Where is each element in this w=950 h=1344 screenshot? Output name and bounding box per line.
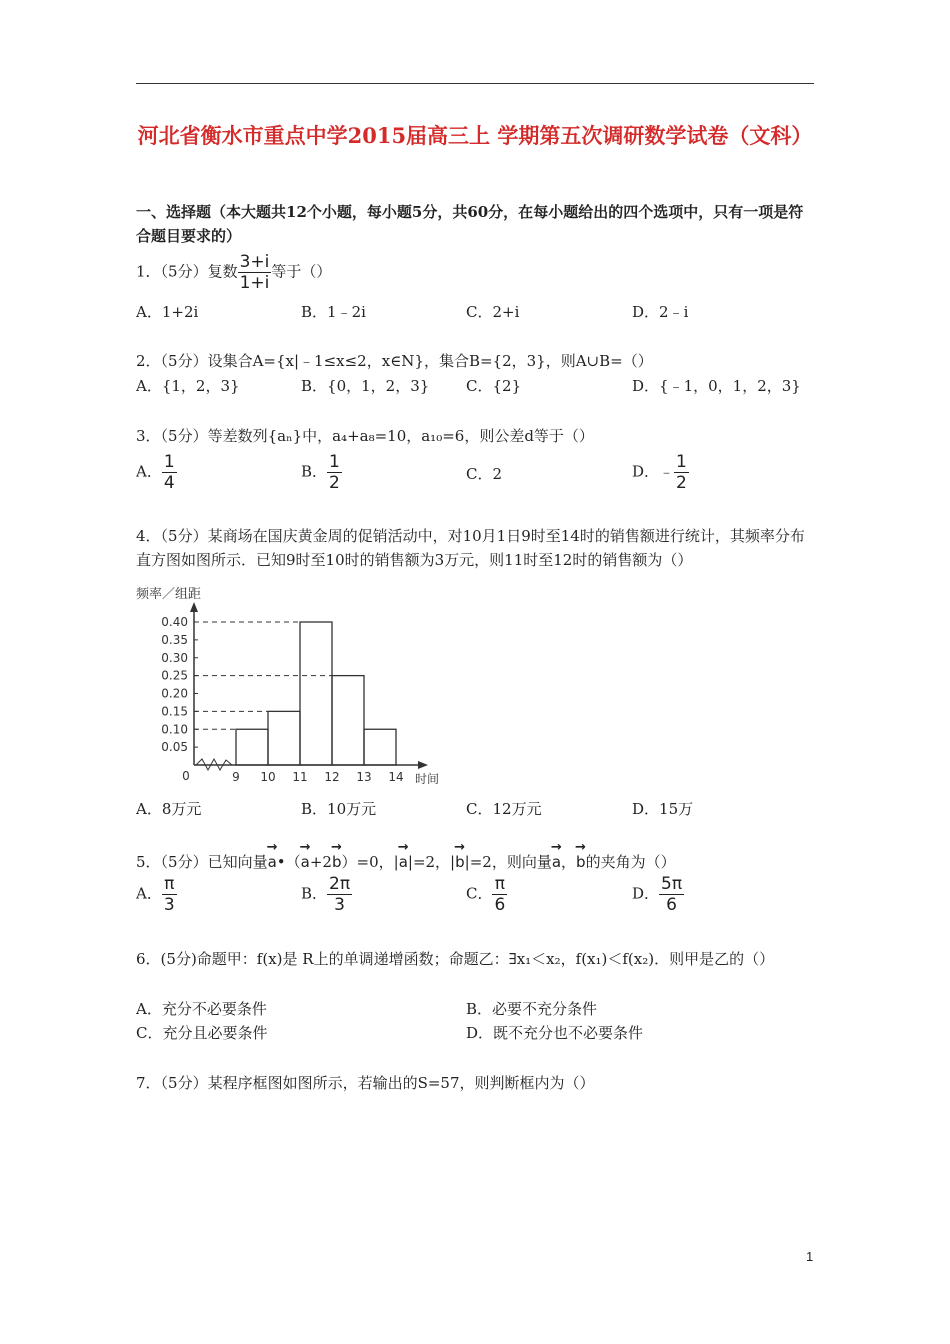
y-tick-label: 0.35: [161, 632, 188, 647]
q4-option-a[interactable]: A．8万元: [136, 800, 202, 818]
chart-layer: [161, 602, 439, 784]
q3-a-num: 1: [163, 452, 175, 472]
vector-a: → a: [399, 846, 408, 874]
question-3: 3．（5分）等差数列{aₙ}中，a₄+a₈=10，a₁₀=6，则公差d等于（）: [136, 427, 594, 445]
q5-suffix: 的夹角为（）: [585, 853, 676, 871]
q3-b-num: 1: [329, 452, 340, 472]
y-tick-label: 0.20: [161, 686, 188, 701]
section-heading: 一、选择题（本大题共12个小题，每小题5分，共60分，在每小题给出的四个选项中，只有一项是符合题目要求的）: [136, 203, 804, 245]
q1-option-b[interactable]: B．1﹣2i: [301, 303, 366, 321]
q6-option-a[interactable]: A．充分不必要条件: [136, 1000, 267, 1018]
q5-a-fraction: [162, 874, 177, 915]
q4-option-b[interactable]: B．10万元: [301, 800, 377, 818]
histogram-chart: [136, 584, 456, 784]
q3-d-fraction: [674, 452, 689, 493]
y-tick-label: 0.30: [161, 650, 188, 665]
x-axis-arrow: [418, 761, 428, 769]
q1-option-d[interactable]: D．2﹣i: [632, 303, 689, 321]
q5-text-2: +2: [309, 853, 332, 871]
vector-b: → b: [576, 846, 586, 874]
q5-c-label: C．: [466, 884, 493, 903]
q4-option-d[interactable]: D．15万: [632, 800, 694, 818]
q3-d-label: D．: [632, 462, 660, 481]
q6-option-c[interactable]: C．充分且必要条件: [136, 1024, 268, 1042]
header-rule: [136, 83, 814, 84]
q3-d-sign: ﹣: [659, 462, 675, 481]
q5-a-num: π: [162, 874, 177, 895]
vector-a: → a: [552, 846, 561, 874]
q3-d-den: 2: [676, 473, 687, 493]
q5-option-d[interactable]: [632, 874, 684, 915]
y-tick-label: 0.15: [161, 704, 188, 719]
q1-option-a[interactable]: A．1+2i: [136, 303, 199, 321]
q2-option-a[interactable]: A．{1，2，3}: [136, 377, 240, 395]
q3-option-d[interactable]: [632, 452, 689, 493]
y-tick-label: 0.25: [161, 668, 188, 683]
origin-label: 0: [182, 769, 190, 783]
q3-a-label: A．: [136, 462, 162, 481]
q5-text-4: |=2，|: [407, 853, 456, 871]
q1-frac-num: 3+i: [239, 252, 270, 272]
q5-b-den: 3: [334, 895, 345, 915]
question-4: 4．（5分）某商场在国庆黄金周的促销活动中，对10月1日9时至14时的销售额进行统计，其频率分布直方图如图所示．已知9时至10时的销售额为3万元，则11时至12时的销售额为（）: [136, 527, 805, 569]
q5-b-label: B．: [301, 884, 328, 903]
histogram-bar: [364, 729, 396, 765]
x-tick-label: 12: [324, 770, 340, 784]
q2-option-d[interactable]: D．{﹣1，0，1，2，3}: [632, 377, 801, 395]
q5-d-label: D．: [632, 884, 660, 903]
q6-option-b[interactable]: B．必要不充分条件: [466, 1000, 598, 1018]
q2-option-b[interactable]: B．{0，1，2，3}: [301, 377, 430, 395]
q3-b-den: 2: [329, 473, 340, 493]
q4-option-c[interactable]: C．12万元: [466, 800, 542, 818]
histogram-bar: [332, 676, 364, 765]
q3-d-num: 1: [676, 452, 687, 472]
q5-a-label: A．: [136, 884, 162, 903]
q3-b-fraction: [327, 452, 342, 493]
question-5: [136, 846, 814, 874]
chart-ylabel: 频率／组距: [136, 587, 202, 602]
question-6: 6．(5分)命题甲：f(x)是 R上的单调递增函数；命题乙：∃x₁＜x₂，f(x₁)＜f(x₂)．则甲是乙的（）: [136, 950, 775, 968]
q5-b-fraction: [327, 874, 352, 915]
vector-b: → b: [455, 846, 465, 874]
q5-d-num: 5π: [661, 874, 683, 894]
q3-option-a[interactable]: [136, 452, 177, 493]
q5-c-den: 6: [494, 895, 506, 915]
x-tick-label: 11: [292, 770, 308, 784]
vector-a: → a: [301, 846, 310, 874]
y-tick-label: 0.40: [161, 615, 188, 629]
page-title: 河北省衡水市重点中学2015届高三上 学期第五次调研数学试卷（文科）: [137, 123, 813, 148]
vector-a: → a: [268, 846, 277, 874]
q5-text-6: ，: [561, 853, 577, 871]
q2-option-c[interactable]: C．{2}: [466, 377, 522, 395]
q5-option-c[interactable]: [466, 874, 507, 915]
q5-text-1: •（: [276, 853, 301, 871]
q3-option-c[interactable]: C．2: [466, 465, 503, 483]
q1-option-c[interactable]: C．2+i: [466, 303, 520, 321]
q3-a-fraction: [162, 452, 177, 493]
x-tick-label: 14: [388, 770, 404, 784]
histogram-bar: [236, 729, 268, 765]
x-tick-label: 13: [356, 770, 372, 784]
q1-suffix: 等于（）: [271, 262, 332, 281]
q6-option-d[interactable]: D．既不充分也不必要条件: [466, 1024, 644, 1042]
q5-a-den: 3: [163, 895, 175, 915]
question-7: 7．（5分）某程序框图如图所示，若输出的S=57，则判断框内为（）: [136, 1074, 595, 1092]
q5-c-num: π: [492, 874, 507, 895]
y-tick-label: 0.05: [161, 740, 188, 755]
histogram-bar: [268, 711, 300, 765]
q1-prefix: 1．（5分）复数: [136, 262, 238, 281]
q5-d-fraction: [659, 874, 684, 915]
page-number: 1: [806, 1249, 814, 1264]
q5-text-3: ）=0，|: [341, 853, 399, 871]
question-2: 2．（5分）设集合A={x|﹣1≤x≤2，x∈N}，集合B={2，3}，则A∪B=（）: [136, 352, 653, 370]
chart-xlabel: 时间: [415, 772, 440, 784]
q5-c-fraction: [492, 874, 507, 915]
q5-option-a[interactable]: [136, 874, 177, 915]
histogram-bar: [300, 622, 332, 765]
q3-option-b[interactable]: [301, 452, 342, 493]
q5-b-num: 2π: [329, 874, 351, 894]
x-tick-label: 10: [260, 770, 276, 784]
y-tick-label: 0.10: [161, 722, 188, 737]
q3-a-den: 4: [163, 473, 175, 493]
x-tick-label: 9: [232, 770, 240, 784]
q5-option-b[interactable]: [301, 874, 352, 915]
q1-frac-den: 1+i: [239, 273, 270, 293]
q5-prefix: 5．（5分）已知向量: [136, 853, 268, 871]
vector-b: → b: [332, 846, 342, 874]
q1-fraction: [238, 252, 272, 293]
q3-b-label: B．: [301, 462, 328, 481]
question-1: [136, 252, 814, 293]
q5-d-den: 6: [666, 895, 677, 915]
y-axis-arrow: [190, 602, 198, 612]
q5-text-5: |=2，则向量: [464, 853, 552, 871]
